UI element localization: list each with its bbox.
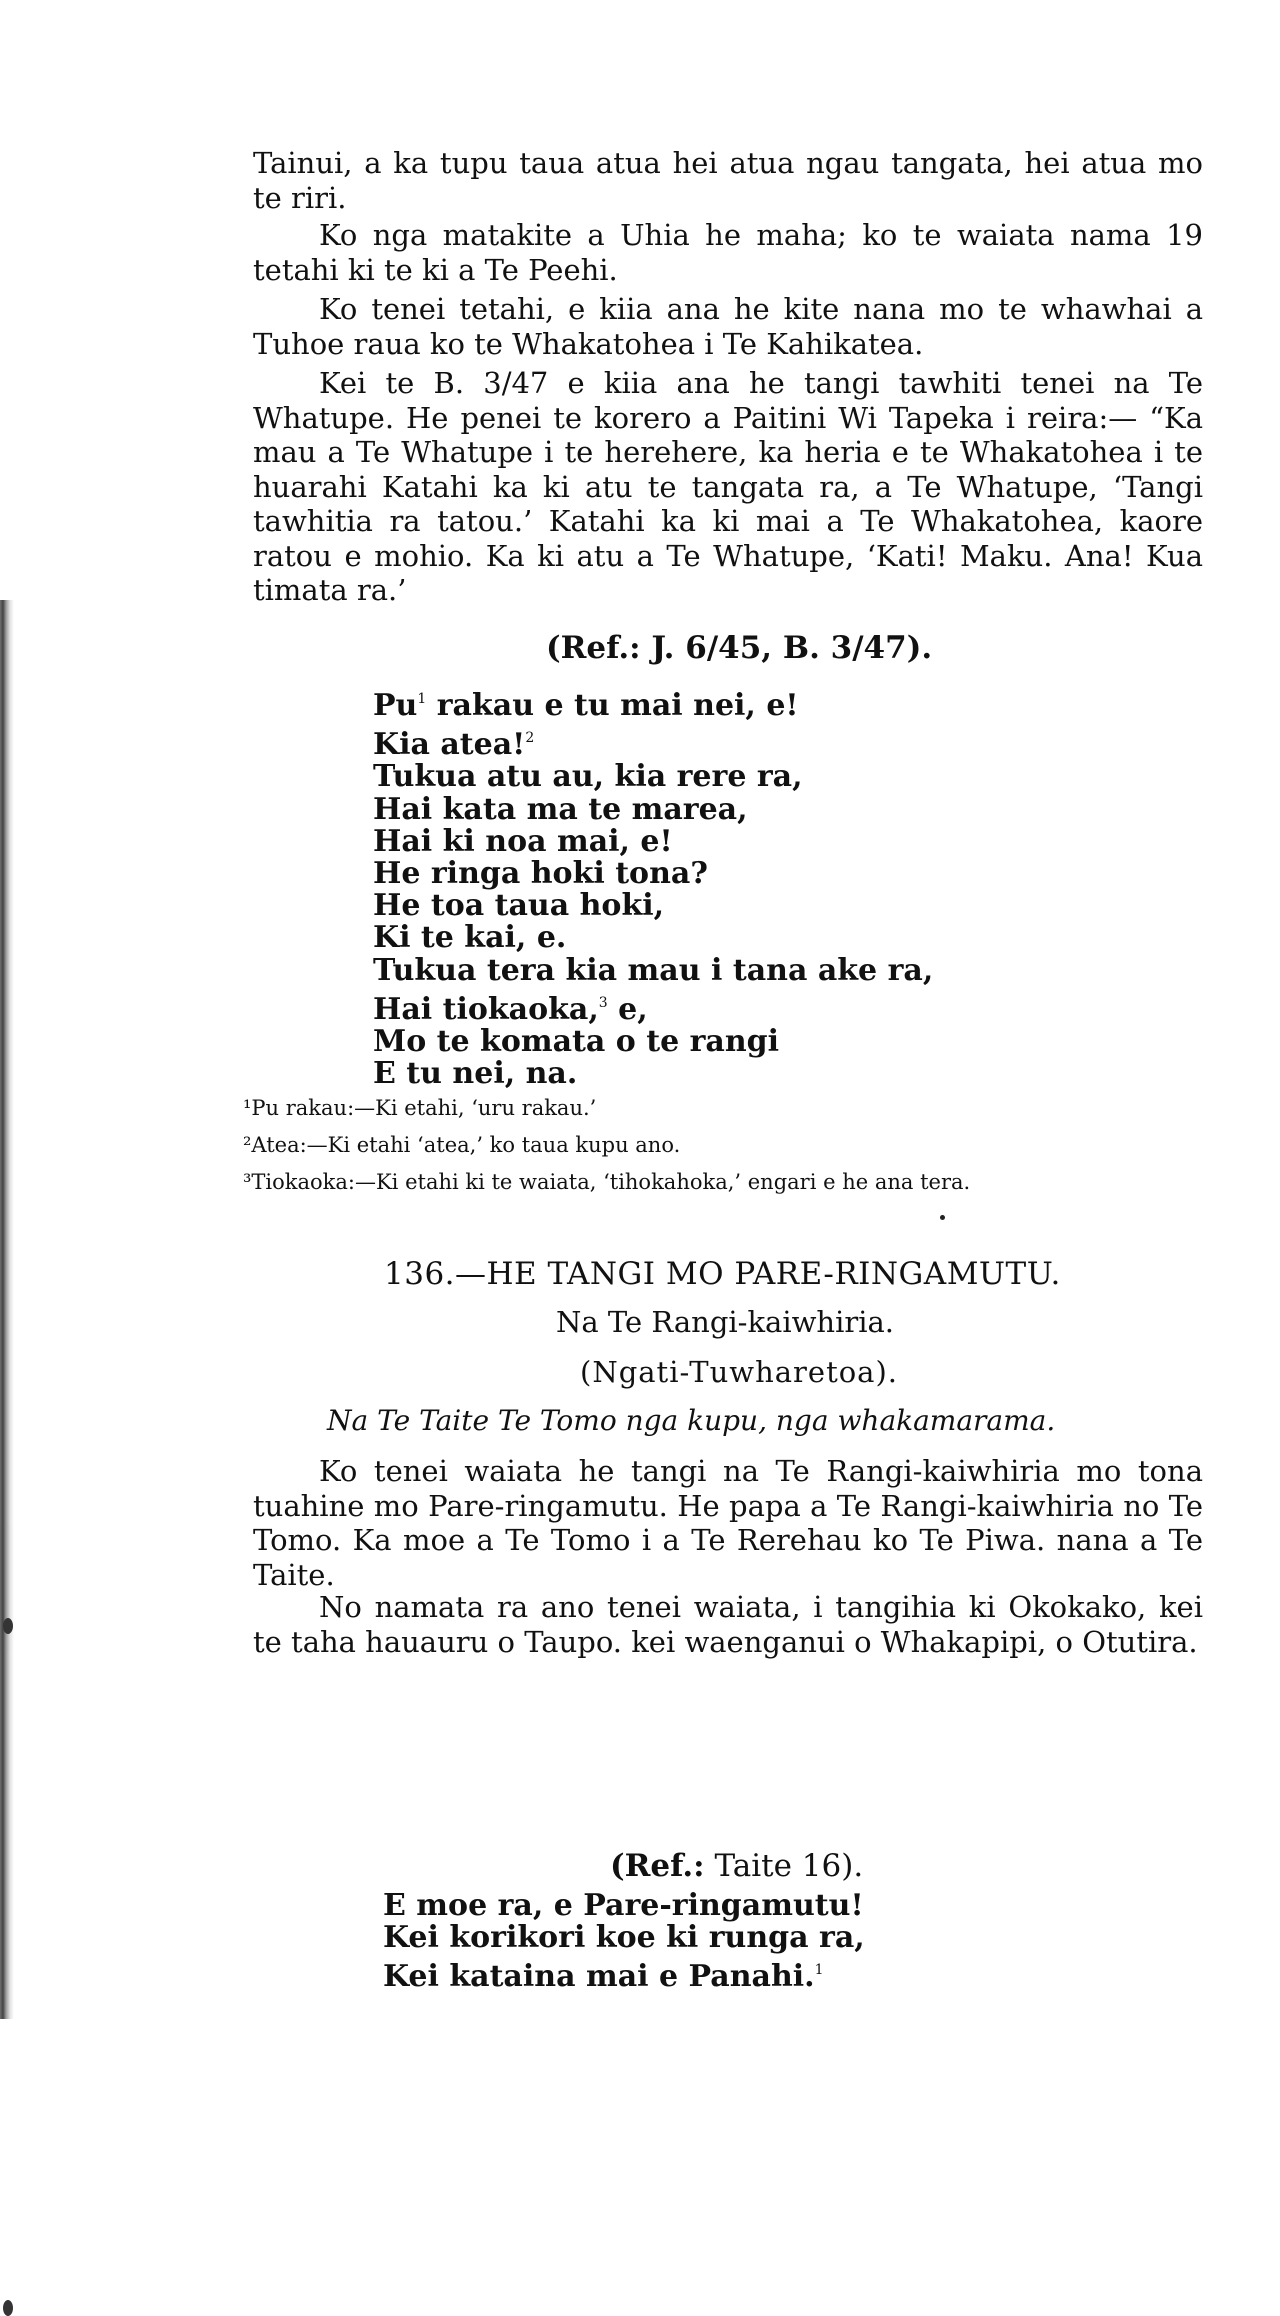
binding-shadow [0,600,14,2019]
poem-line: E moe ra, e Pare-ringamutu! [383,1888,864,1923]
poem-line: He ringa hoki tona? [373,856,708,892]
footnotes [243,1090,970,1201]
poem-2 [383,1890,865,1994]
poem-line: Hai kata ma te marea, [373,791,748,827]
poem-line: He toa taua hoki, [373,888,665,924]
footnote: ²Atea:—Ki etahi ‘atea,’ ko taua kupu ano. [243,1133,681,1157]
poem-1 [373,683,933,1090]
stray-mark [940,1215,945,1220]
binding-mark [3,1618,13,1634]
paragraph-3: Ko tenei tetahi, e kiia ana he kite nana mo te whawhai a Tuhoe raua ko te Whakatohea i Te Kahikatea. [253,292,1203,361]
footnote: ¹Pu rakau:—Ki etahi, ‘uru rakau.’ [243,1096,597,1120]
poem-line: Kia atea!$^2$ [373,727,535,763]
binding-mark [3,2300,13,2316]
song-author: Na Te Rangi-kaiwhiria. [556,1305,895,1339]
footnote: ³Tiokaoka:—Ki etahi ki te waiata, ‘tihokahoka,’ engari e he ana tera. [243,1170,971,1194]
poem-line: Ki te kai, e. [373,920,567,956]
paragraph-1: Tainui, a ka tupu taua atua hei atua ngau tangata, hei atua mo te riri. [253,146,1203,215]
poem-line: Hai tiokaoka,$^3$ e, [373,991,648,1027]
poem-line: Tukua atu au, kia rere ra, [373,759,803,795]
song-credit: Na Te Taite Te Tomo nga kupu, nga whakamarama. [327,1404,1056,1437]
section-heading: 136.—HE TANGI MO PARE-RINGAMUTU. [384,1256,1061,1292]
paragraph-5: Ko tenei waiata he tangi na Te Rangi-kaiwhiria mo tona tuahine mo Pare-ringamutu. He papa a Te Rangi-kaiwhiria no Te Tomo. Ka moe a Te Tomo i a Te Rerehau ko Te Piwa. nana a Te Taite. [253,1454,1203,1592]
poem-line: Pu$^1$ rakau e tu mai nei, e! [373,688,799,723]
reference-1: (Ref.: J. 6/45, B. 3/47). [546,630,933,666]
poem-line: Hai ki noa mai, e! [373,823,673,859]
paragraph-4: Kei te B. 3/47 e kiia ana he tangi tawhiti tenei na Te Whatupe. He penei te korero a Paitini Wi Tapeka i reira:— “Ka mau a Te Whatupe i te herehere, ka heria e te Whakatohea i te huarahi Katahi ka ki atu te tangata ra, a Te Whatupe, ‘Tangi tawhitia ra tatou.’ Katahi ka ki mai a Te Whakatohea, kaore ratou e mohio. Ka ki atu a Te Whatupe, ‘Kati! Maku. Ana! Kua timata ra.’ [253,366,1203,607]
poem-line: Kei kataina mai e Panahi.$^1$ [383,1959,824,1995]
poem-line: Tukua tera kia mau i tana ake ra, [373,952,934,988]
reference-2: (Ref.: Taite 16). [610,1848,864,1884]
poem-line: Kei korikori koe ki runga ra, [383,1920,865,1956]
paragraph-6: No namata ra ano tenei waiata, i tangihia ki Okokako, kei te taha hauauru o Taupo. kei waenganui o Whakapipi, o Otutira. [253,1590,1203,1659]
poem-line: Mo te komata o te rangi [373,1024,780,1060]
poem-line: E tu nei, na. [373,1056,578,1092]
song-tribe: (Ngati-Tuwharetoa). [580,1355,899,1389]
paragraph-2: Ko nga matakite a Uhia he maha; ko te waiata nama 19 tetahi ki te ki a Te Peehi. [253,218,1203,287]
